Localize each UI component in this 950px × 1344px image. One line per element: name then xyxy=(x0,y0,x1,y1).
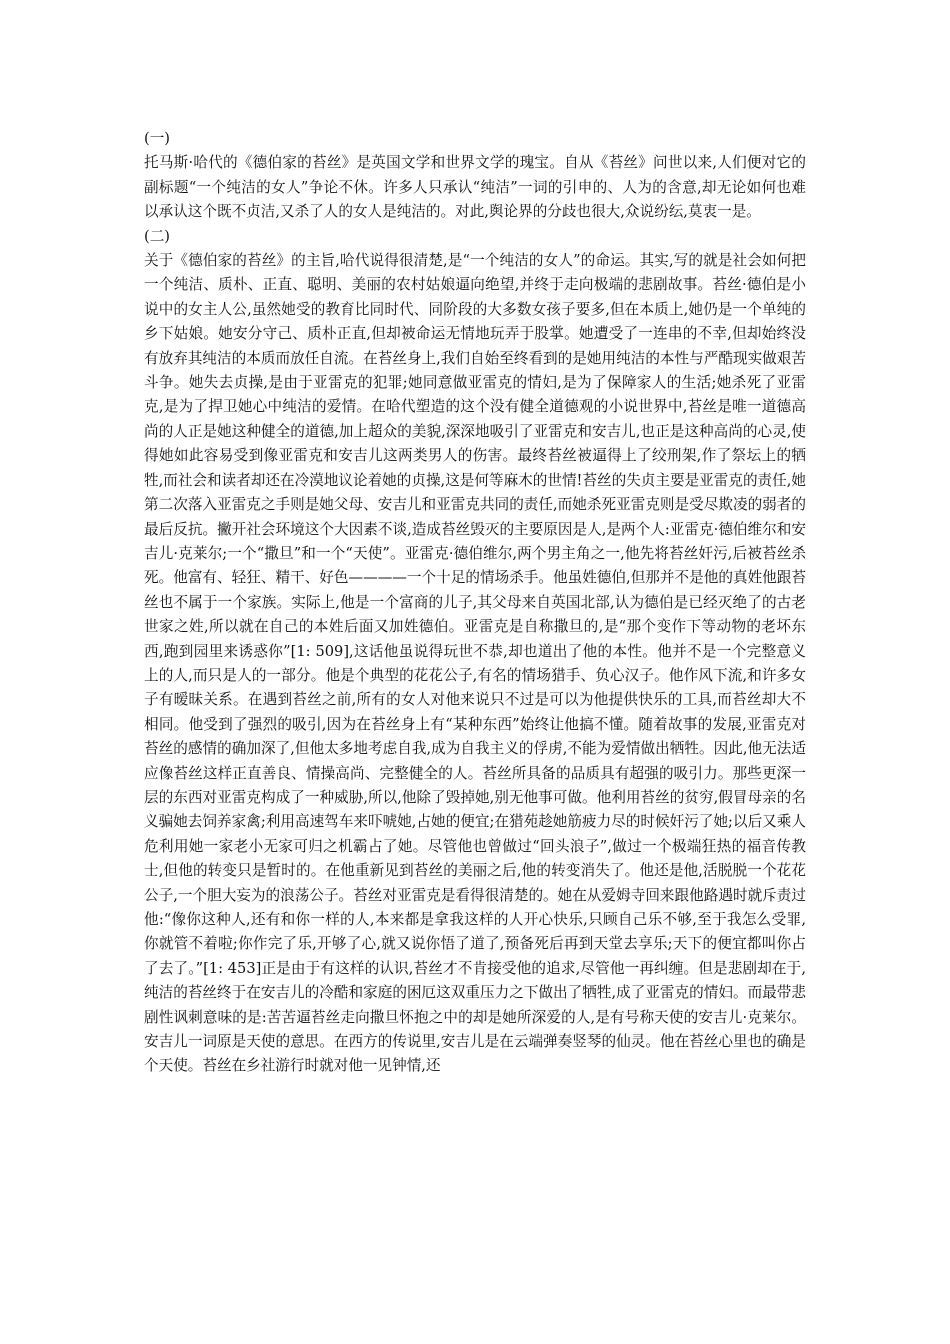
document-body xyxy=(144,127,806,1079)
section-paragraph-1: 托马斯·哈代的《德伯家的苔丝》是英国文学和世界文学的瑰宝。自从《苔丝》问世以来,人们便对它的副标题“一个纯洁的女人”争论不休。许多人只承认“纯洁”一词的引申的、人为的含意,却无论如何也难以承认这个既不贞洁,又杀了人的女人是纯洁的。对此,舆论界的分歧也很大,众说纷纭,莫衷一是。 xyxy=(144,154,806,221)
section-heading-1: (一) xyxy=(144,130,170,147)
section-paragraph-2: 关于《德伯家的苔丝》的主旨,哈代说得很清楚,是“一个纯洁的女人”的命运。其实,写的就是社会如何把一个纯洁、质朴、正直、聪明、美丽的农村姑娘逼向绝望,并终于走向极端的悲剧故事。苔丝·德伯是小说中的女主人公,虽然她受的教育比同时代、同阶段的大多数女孩子要多,但在本质上,她仍是一个单纯的乡下姑娘。她安分守己、质朴正直,但却被命运无情地玩弄于股掌。她遭受了一连串的不幸,但却始终没有放弃其纯洁的本质而放任自流。在苔丝身上,我们自始至终看到的是她用纯洁的本性与严酷现实做艰苦斗争。她失去贞操,是由于亚雷克的犯罪;她同意做亚雷克的情妇,是为了保障家人的生活;她杀死了亚雷克,是为了捍卫她心中纯洁的爱情。在哈代塑造的这个没有健全道德观的小说世界中,苔丝是唯一道德高尚的人正是她这种健全的道德,加上超众的美貌,深深地吸引了亚雷克和安吉儿,也正是这种高尚的心灵,使得她如此容易受到像亚雷克和安吉儿这两类男人的伤害。最终苔丝被逼得上了绞刑架,作了祭坛上的牺牲,而社会和读者却还在冷漠地议论着她的贞操,这是何等麻木的世情!苔丝的失贞主要是亚雷克的责任,她第二次落入亚雷克之手则是她父母、安吉儿和亚雷克共同的责任,而她杀死亚雷克则是受尽欺凌的弱者的最后反抗。撇开社会环境这个大因素不谈,造成苔丝毁灭的主要原因是人,是两个人:亚雷克·德伯维尔和安吉儿·克莱尔;一个“撒旦”和一个“天使”。亚雷克·德伯维尔,两个男主角之一,他先将苔丝奸污,后被苔丝杀死。他富有、轻狂、精干、好色————一个十足的情场杀手。他虽姓德伯,但那并不是他的真姓他跟苔丝也不属于一个家族。实际上,他是一个富商的儿子,其父母来自英国北部,认为德伯是已经灭绝了的古老世家之姓,所以就在自己的本姓后面又加姓德伯。亚雷克是自称撒旦的,是“那个变作下等动物的老坏东西,跑到园里来诱惑你”[1: 509],这话他虽说得玩世不恭,却也道出了他的本性。他并不是一个完整意义上的人,而只是人的一部分。他是个典型的花花公子,有名的情场猎手、负心汉子。他作风下流,和许多女子有暧昧关系。在遇到苔丝之前,所有的女人对他来说只不过是可以为他提供快乐的工具,而苔丝却大不相同。他受到了强烈的吸引,因为在苔丝身上有“某种东西”始终让他搞不懂。随着故事的发展,亚雷克对苔丝的感情的确加深了,但他太多地考虑自我,成为自我主义的俘虏,不能为爱情做出牺牲。因此,他无法适应像苔丝这样正直善良、情操高尚、完整健全的人。苔丝所具备的品质具有超强的吸引力。那些更深一层的东西对亚雷克构成了一种威胁,所以,他除了毁掉她,别无他事可做。他利用苔丝的贫穷,假冒母亲的名义骗她去饲养家禽;利用高速驾车来吓唬她,占她的便宜;在猎苑趁她筋疲力尽的时候奸污了她;以后又乘人危利用她一家老小无家可归之机霸占了她。尽管他也曾做过“回头浪子”,做过一个极端狂热的福音传教士,但他的转变只是暂时的。在他重新见到苔丝的美丽之后,他的转变消失了。他还是他,活脱脱一个花花公子,一个胆大妄为的浪荡公子。苔丝对亚雷克是看得很清楚的。她在从爱姆寺回来跟他路遇时就斥责过他:“像你这种人,还有和你一样的人,本来都是拿我这样的人开心快乐,只顾自己乐不够,至于我怎么受罪,你就管不着啦;你作完了乐,开够了心,就又说你悟了道了,预备死后再到天堂去享乐;天下的便宜都叫你占了去了。”[1: 453]正是由于有这样的认识,苔丝才不肯接受他的追求,尽管他一再纠缠。但是悲剧却在于,纯洁的苔丝终于在安吉儿的冷酷和家庭的困厄这双重压力之下做出了牺牲,成了亚雷克的情妇。而最带悲剧性讽刺意味的是:苦苦逼苔丝走向撒旦怀抱之中的却是她所深爱的人,是有号称天使的安吉儿·克莱尔。安吉儿一词原是天使的意思。在西方的传说里,安吉儿是在云端弹奏竖琴的仙灵。他在苔丝心里也的确是个天使。苔丝在乡社游行时就对他一见钟情,还 xyxy=(144,252,806,1075)
section-heading-2: (二) xyxy=(144,227,170,245)
